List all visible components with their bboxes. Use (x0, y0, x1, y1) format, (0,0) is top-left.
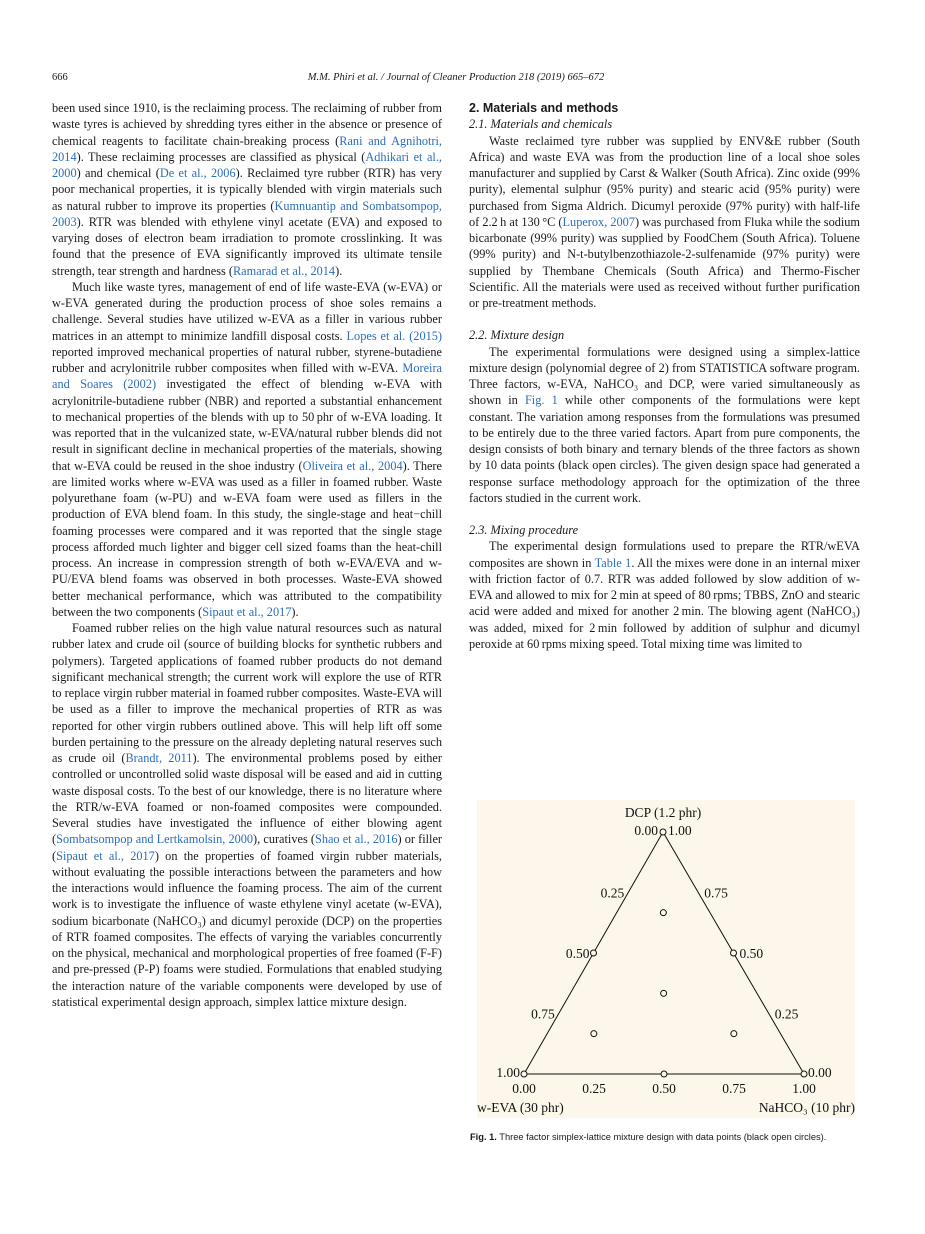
data-point (661, 990, 667, 996)
left-column (52, 100, 442, 1010)
left-edge-tick: 0.25 (600, 885, 625, 901)
right-column (469, 100, 860, 652)
caption-text: Three factor simplex-lattice mixture design with data points (black open circles). (496, 1132, 827, 1142)
citation-link[interactable]: Luperox, 2007 (562, 214, 635, 229)
citation-link[interactable]: Rani and Agnihotri, 2014 (52, 133, 442, 164)
apex-label: 1.00 (668, 823, 692, 838)
data-point (591, 950, 597, 956)
citation-link[interactable]: Brandt, 2011 (125, 751, 193, 765)
data-point (731, 950, 737, 956)
paragraph: been used since 1910, is the reclaiming process. The reclaiming of rubber from waste tyres is achieved by shredding tyres either in the absence or presence of chemical reagents to facilitate chain-breaking process (Rani and Agnihotri, 2014). These reclaiming processes are classified as physical (Adhikari et al., 2000) and chemical (De et al., 2006). Reclaimed tyre rubber (RTR) has very poor mechanical properties, it is typically blended with virgin materials such as natural rubber to improve its properties (Kumnuantip and Sombatsompop, 2003). RTR was blended with ethylene vinyl acetate (EVA) and exposed to varying doses of electron beam irradiation to promote crosslinking. It was found that the presence of EVA significantly improved its ultimate tensile strength, tear strength and hardness (Ramarad et al., 2014). (52, 101, 443, 278)
data-point (660, 910, 666, 916)
figure-caption (470, 1131, 860, 1144)
left-edge-tick: 0.50 (565, 946, 590, 961)
citation-link[interactable]: Sombatsompop and Lertkamolsin, 2000 (56, 832, 254, 847)
bottom-tick: 0.25 (582, 1081, 606, 1096)
left-axis-label: w-EVA (30 phr) (477, 1100, 564, 1115)
citation-link[interactable]: Oliveira et al., 2004 (302, 458, 403, 473)
page-header (52, 72, 860, 88)
citation-link[interactable]: Lopes et al. (2015) (346, 328, 442, 343)
subsection-title: 2.1. Materials and chemicals (469, 117, 613, 132)
apex-label: 1.00 (496, 1065, 520, 1080)
subsection-title: 2.3. Mixing procedure (469, 523, 579, 537)
citation-link[interactable]: Adhikari et al., 2000 (52, 149, 443, 180)
citation-link[interactable]: Ramarad et al., 2014 (232, 263, 336, 278)
paragraph: Waste reclaimed tyre rubber was supplied by ENV&E rubber (South Africa) and waste EVA was from the production line of a local shoe soles manufacturer and supplied by Carst & Walker (South Africa). Zinc oxide (99% purity), elemental sulphur (95% purity) and stearic acid (95% purity) were purchased from Sigma Aldrich. Dicumyl peroxide (97% purity) with half-life of 2.2 h at 130 °C (Luperox, 2007) was purchased from Fluka while the sodium bicarbonate (99% purity) was supplied by FoodChem (South Africa). Toluene (99% purity) and N-t-butylbenzothiazole-2-sulfenamide (97% purity) were supplied by Thembane Chemicals (South Africa) and Thermo-Fischer Scientific. All the materials were used as received without further purification or pre-treatment methods. (469, 133, 860, 310)
bottom-tick: 0.00 (512, 1081, 536, 1096)
citation-link[interactable]: Moreira and Soares (2002) (52, 361, 442, 392)
citation-link[interactable]: De et al., 2006 (159, 166, 236, 180)
paragraph: The experimental design formulations used to prepare the RTR/wEVA composites are shown in Table 1. All the mixes were done in an internal mixer with friction factor of 0.7. RTR was added followed by slow addition of w-EVA and allowed to mix for 2 min at speed of 80 rpms; TBBS, ZnO and stearic acid were added and mixed for another 2 min. The blowing agent (NaHCO₃) was added, mixed for 2 min followed by addition of sulphur and dicumyl peroxide at 60 rpms mixing speed. Total mixing time was limited to (469, 539, 861, 651)
left-edge-tick: 0.75 (531, 1006, 555, 1022)
citation-link[interactable]: Sipaut et al., 2017 (202, 604, 292, 619)
citation-link[interactable]: Shao et al., 2016 (314, 832, 398, 847)
data-point (661, 1071, 667, 1077)
citation-link[interactable]: Kumnuantip and Sombatsompop, 2003 (52, 198, 442, 229)
subsection-title: 2.2. Mixture design (469, 328, 565, 343)
citation-link[interactable]: Table 1 (594, 555, 632, 570)
apex-label: 0.00 (634, 823, 658, 838)
data-point (660, 829, 666, 835)
caption-label: Fig. 1. (470, 1132, 497, 1142)
data-point (591, 1031, 597, 1037)
right-edge-tick: 0.50 (739, 946, 764, 961)
page-number: 666 (52, 72, 68, 83)
paragraph: The experimental formulations were designed using a simplex-lattice mixture design (polynomial degree of 2) from STATISTICA software program. Three factors, w-EVA, NaHCO₃ and DCP, were varied simultaneously as shown in Fig. 1 while other components of the formulations were kept constant. The variation among responses from the formulations was presumed to be entirely due to the three varied factors. Apart from pure components, the design consists of both binary and ternary blends of the three factors as shown by 10 data points (black open circles). The given design space had generated a response surface methodology approach for the optimization of the three factors studied in the current work. (469, 344, 860, 505)
right-axis-label: NaHCO₃ (10 phr) (758, 1100, 855, 1115)
ternary-plot (477, 800, 855, 1118)
section-title: 2. Materials and methods (469, 101, 619, 115)
apex-label: 0.00 (808, 1065, 832, 1080)
bottom-tick: 1.00 (792, 1081, 816, 1096)
citation-link[interactable]: Fig. 1 (524, 393, 558, 408)
bottom-tick: 0.50 (652, 1081, 676, 1096)
data-point (731, 1031, 737, 1037)
figure-1 (477, 800, 855, 1118)
top-axis-label: DCP (1.2 phr) (624, 805, 702, 820)
right-edge-tick: 0.75 (704, 885, 728, 901)
running-title: M.M. Phiri et al. / Journal of Cleaner Production 218 (2019) 665–672 (307, 72, 605, 83)
data-point (521, 1071, 527, 1077)
data-point (801, 1071, 807, 1077)
right-edge-tick: 0.25 (774, 1006, 799, 1022)
bottom-tick: 0.75 (722, 1081, 746, 1096)
paragraph: Foamed rubber relies on the high value natural resources such as natural rubber latex and crude oil (source of building blocks for synthetic rubbers and polymers). Targeted applications of foamed rubber products do not demand significant mechanical strength; the current work will explore the use of RTR to replace virgin rubber material in foamed rubber composites. Waste-EVA will be used as a filler to improve the mechanical properties of RTR as was reported for other virgin rubbers outlined above. This will help lift off some burden pertaining to the pressure on the already depleting natural reserves such as crude oil (Brandt, 2011). The environmental problems posed by either controlled or uncontrolled solid waste disposal will be eased and aid in cutting waste disposal costs. To the best of our knowledge, there is no literature where the RTR/w-EVA foamed or non-foamed composites were compounded. Several studies have investigated the influence of either blowing agent (Sombatsompop and Lertkamolsin, 2000), curatives (Shao et al., 2016) or filler (Sipaut et al., 2017) on the properties of foamed virgin rubber materials, without evaluating the possible interactions between the parameters and how the interactions would influence the foaming process. The aim of the current work is to investigate the influence of waste ethylene vinyl acetate (w-EVA), sodium bicarbonate (NaHCO₃) and dicumyl peroxide (DCP) on the properties of RTR foamed composites. The effects of varying the variables concurrently on the physical, mechanical and morphological properties of free foamed (F-F) and pre-pressed (P-P) foams were studied. Formulations that enabled studying the interaction nature of the variable components were developed by use of statistical experimental design approach, simplex lattice mixture design. (52, 621, 443, 1009)
citation-link[interactable]: Sipaut et al., 2017 (56, 848, 155, 863)
paragraph: Much like waste tyres, management of end of life waste-EVA (w-EVA) or w-EVA generated during the production process of shoe soles remains a challenge. Several studies have utilized w-EVA as a filler in various rubber matrices in an attempt to minimize landfill disposal costs. Lopes et al. (2015) reported improved mechanical properties of natural rubber, styrene-butadiene rubber and acrylonitrile rubber composites when filled with w-EVA. Moreira and Soares (2002) investigated the effect of blending w-EVA with acrylonitrile-butadiene rubber (NBR) and reported a substantial enhancement to mechanical properties of the blends with up to 50 phr of w-EVA loading. It was reported that in the vulcanized state, w-EVA/natural rubber blends did not result in significant decline in mechanical properties of the materials, showing that w-EVA could be reused in the shoe industry (Oliveira et al., 2004). There are limited works where w-EVA was used as a filler in foamed rubber. Waste polyurethane foam (w-PU) and w-EVA foam were used as fillers in the production of EVA blend foam. In this study, the single-stage and heat−chill foaming processes were compared and it was reported that the single stage process afforded much lighter and bigger cell sized foams than the heat-chill process. An increase in compression strength of both w-EVA/EVA and w-PU/EVA blend foams was observed in both processes. Waste-EVA showed better mechanical performance, which was attributed to the compatibility between the two components (Sipaut et al., 2017). (52, 279, 442, 619)
